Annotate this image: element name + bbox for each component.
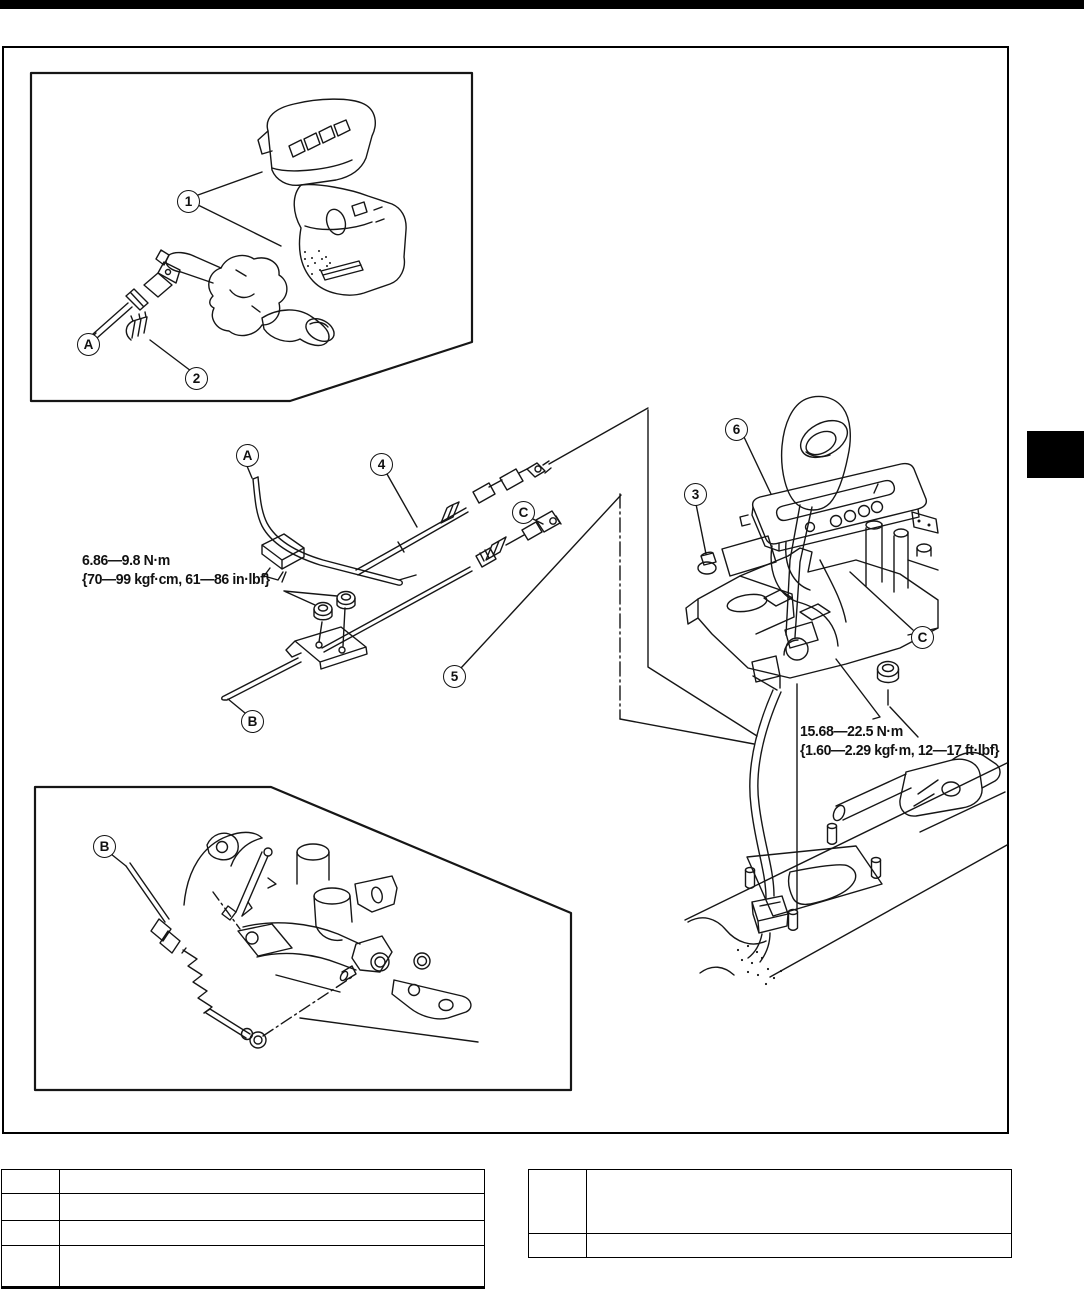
- callout-2-label: 2: [192, 370, 201, 386]
- callout-5: [443, 665, 466, 688]
- legend-left-r2-desc: [60, 1194, 485, 1221]
- callout-3-label: 3: [691, 486, 700, 502]
- callout-c-cable: [512, 501, 535, 524]
- callout-b-label: B: [247, 713, 258, 729]
- table-row: [529, 1170, 1012, 1234]
- torque-spec-lever-nuts: [800, 722, 999, 760]
- carpet-texture-dots: [737, 945, 782, 985]
- callout-a-cable: [236, 444, 259, 467]
- table-row: [2, 1194, 485, 1221]
- inset-box-transmission: [35, 787, 571, 1090]
- selector-cable-art: [222, 511, 561, 713]
- callout-a-label: A: [83, 336, 94, 352]
- legend-right-r2-desc: [587, 1234, 1012, 1258]
- callout-c-label: C: [518, 504, 529, 520]
- table-row: [2, 1170, 485, 1194]
- callout-5-label: 5: [450, 668, 459, 684]
- callout-a-column: [77, 333, 100, 356]
- legend-right-r1-desc: [587, 1170, 1012, 1234]
- callout-3: [684, 483, 707, 506]
- selector-rod-art: [247, 466, 416, 585]
- callout-6: [725, 418, 748, 441]
- callout-c-assembly: [911, 626, 934, 649]
- table-row: [2, 1221, 485, 1246]
- callout-b-transmission: [93, 835, 116, 858]
- table-row: [529, 1234, 1012, 1258]
- callout-b-cable: [241, 710, 264, 733]
- torque-spec-cable-nuts: [82, 551, 270, 589]
- legend-left-r1-desc: [60, 1170, 485, 1194]
- shift-lever-assembly-art: [686, 396, 938, 737]
- callout-2: [185, 367, 208, 390]
- combination-switch-art: [156, 250, 338, 346]
- legend-left-r3-desc: [60, 1221, 485, 1246]
- callout-6-label: 6: [732, 421, 741, 437]
- torque-spec-cable-nuts-line1: 6.86—9.8 N·m: [82, 552, 170, 569]
- legend-left-r4-ref: [2, 1246, 60, 1288]
- legend-left-r1-ref: [2, 1170, 60, 1194]
- steering-column-cover-art: [258, 99, 406, 295]
- transmission-linkage-art: [111, 832, 478, 1048]
- legend-table-right: [528, 1169, 1012, 1258]
- torque-spec-lever-nuts-line2: {1.60—2.29 kgf·m, 12—17 ft·lbf}: [800, 742, 1000, 759]
- table-row: [2, 1246, 485, 1288]
- callout-1: [177, 190, 200, 213]
- torque-spec-lever-nuts-line1: 15.68—22.5 N·m: [800, 723, 903, 740]
- cover-texture-dots: [304, 250, 331, 275]
- legend-right-r2-ref: [529, 1234, 587, 1258]
- legend-right-r1-ref: [529, 1170, 587, 1234]
- callout-4: [370, 453, 393, 476]
- callout-a2-label: A: [242, 447, 253, 463]
- callout-1-label: 1: [184, 193, 193, 209]
- legend-left-r4-desc: [60, 1246, 485, 1288]
- callout-4-label: 4: [377, 456, 386, 472]
- legend-left-r2-ref: [2, 1194, 60, 1221]
- torque-spec-cable-nuts-line2: {70—99 kgf·cm, 61—86 in·lbf}: [82, 571, 270, 588]
- shift-cable-art: [356, 408, 648, 575]
- legend-left-r3-ref: [2, 1221, 60, 1246]
- callout-b2-label: B: [99, 838, 110, 854]
- callout-c2-label: C: [917, 629, 928, 645]
- legend-table-left: [1, 1169, 485, 1289]
- projection-lines: [461, 410, 757, 744]
